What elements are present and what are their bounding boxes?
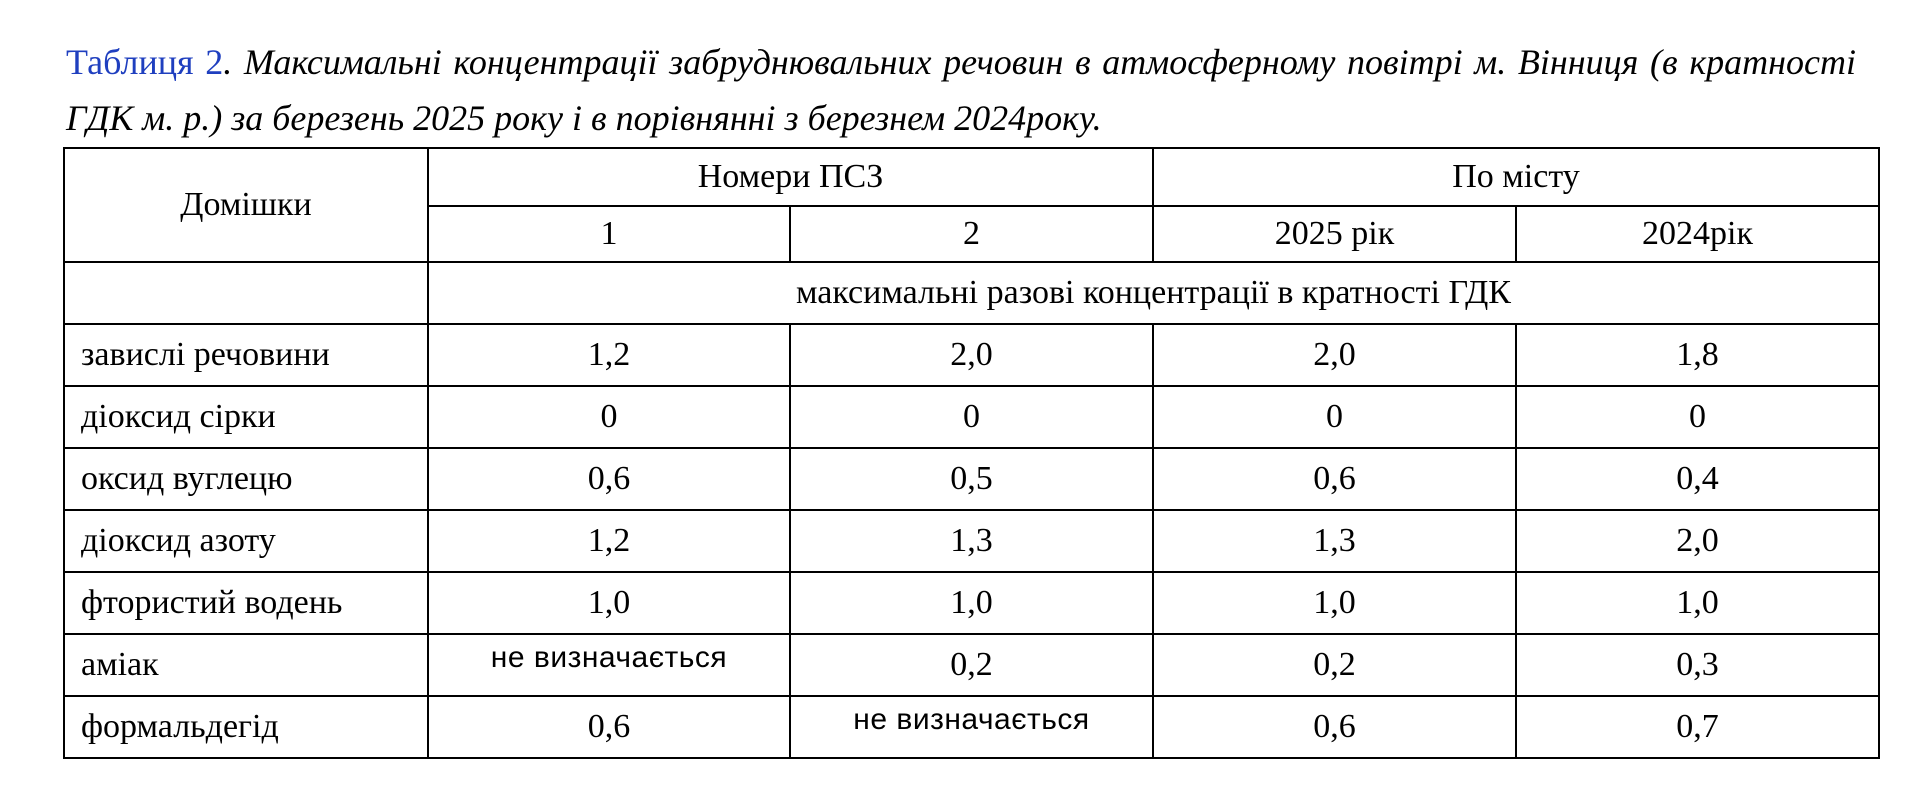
pollutant-name-cell: діоксид сірки: [64, 386, 428, 448]
value-cell: 0: [790, 386, 1153, 448]
pollutant-name-cell: діоксид азоту: [64, 510, 428, 572]
table-row: [64, 696, 1879, 758]
pollutant-name-cell: фтористий водень: [64, 572, 428, 634]
value-cell: не визначається: [790, 696, 1153, 758]
header-station-1: 1: [428, 206, 790, 262]
value-cell: 0,5: [790, 448, 1153, 510]
pollutant-name-cell: оксид вуглецю: [64, 448, 428, 510]
value-cell: 0,4: [1516, 448, 1879, 510]
value-cell: 0,6: [428, 448, 790, 510]
table-caption-text: . Максимальні концентрації забруднювальних речовин в атмосферному повітрі м. Вінниця (в кратності ГДК м. р.) за березень 2025 року і в порівнянні з березнем 2024року.: [66, 42, 1857, 138]
value-cell: 2,0: [790, 324, 1153, 386]
pollutant-name-cell: аміак: [64, 634, 428, 696]
value-cell: 0: [428, 386, 790, 448]
header-pollutants: Домішки: [64, 148, 428, 262]
header-empty-cell: [64, 262, 428, 324]
value-cell: 0,6: [1153, 448, 1516, 510]
header-year-2025: 2025 рік: [1153, 206, 1516, 262]
pollutant-name-cell: завислі речовини: [64, 324, 428, 386]
value-cell: 2,0: [1153, 324, 1516, 386]
value-cell: 0: [1153, 386, 1516, 448]
value-cell: 0,7: [1516, 696, 1879, 758]
value-cell: 1,0: [1153, 572, 1516, 634]
value-cell: 1,2: [428, 324, 790, 386]
pollutant-concentration-table: [63, 147, 1880, 759]
value-cell: 1,3: [790, 510, 1153, 572]
table-row: [64, 386, 1879, 448]
value-cell: не визначається: [428, 634, 790, 696]
value-cell: 1,0: [1516, 572, 1879, 634]
value-cell: 0: [1516, 386, 1879, 448]
table-row: [64, 448, 1879, 510]
value-cell: 1,3: [1153, 510, 1516, 572]
value-cell: 1,2: [428, 510, 790, 572]
pollutant-name-cell: формальдегід: [64, 696, 428, 758]
table-caption: [66, 34, 1856, 146]
header-row-groups: [64, 148, 1879, 206]
header-row-unit: [64, 262, 1879, 324]
header-year-2024: 2024рік: [1516, 206, 1879, 262]
value-cell: 1,8: [1516, 324, 1879, 386]
value-cell: 2,0: [1516, 510, 1879, 572]
value-cell: 0,2: [790, 634, 1153, 696]
table-row: [64, 634, 1879, 696]
header-city-wide: По місту: [1153, 148, 1879, 206]
header-station-2: 2: [790, 206, 1153, 262]
value-cell: 0,2: [1153, 634, 1516, 696]
value-cell: 1,0: [428, 572, 790, 634]
value-cell: 0,3: [1516, 634, 1879, 696]
value-cell: 0,6: [1153, 696, 1516, 758]
table-row: [64, 572, 1879, 634]
table-caption-label: Таблиця 2: [66, 42, 224, 82]
table-row: [64, 510, 1879, 572]
header-unit: максимальні разові концентрації в кратності ГДК: [428, 262, 1879, 324]
value-cell: 1,0: [790, 572, 1153, 634]
table-row: [64, 324, 1879, 386]
header-station-numbers: Номери ПСЗ: [428, 148, 1153, 206]
value-cell: 0,6: [428, 696, 790, 758]
